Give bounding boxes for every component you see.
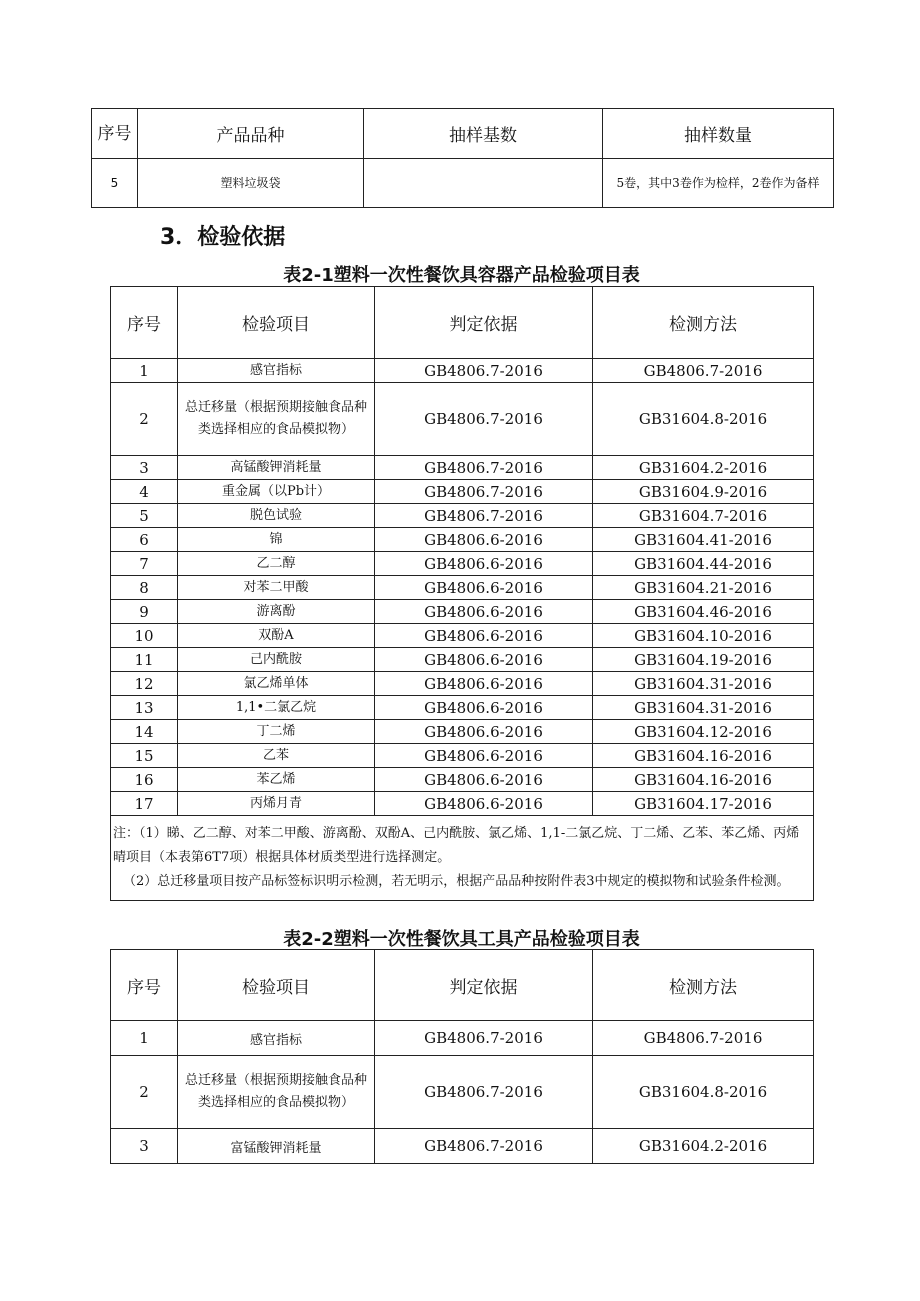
cell-basis: GB4806.6-2016: [375, 672, 593, 696]
note-2: （2）总迁移量项目按产品标签标识明示检测，若无明示，根据产品品种按附件表3中规定的模拟物和试验条件检测。: [123, 874, 790, 889]
cell-seq: 2: [111, 383, 178, 456]
cell-seq: 8: [111, 576, 178, 600]
header-item: 检验项目: [178, 950, 375, 1021]
table-row: [111, 576, 814, 600]
table-row: [111, 648, 814, 672]
cell-method: GB31604.21-2016: [593, 576, 814, 600]
table-note: [111, 816, 814, 901]
cell-method: GB31604.19-2016: [593, 648, 814, 672]
cell-seq: 12: [111, 672, 178, 696]
cell-method: GB31604.9-2016: [593, 480, 814, 504]
cell-item: 重金属（以Pb计）: [178, 480, 375, 504]
cell-basis: GB4806.6-2016: [375, 528, 593, 552]
table-row: [111, 696, 814, 720]
table2-body: [111, 1021, 814, 1164]
cell-item: 感官指标: [178, 1021, 375, 1056]
cell-seq: 4: [111, 480, 178, 504]
row-product: 塑料垃圾袋: [138, 159, 364, 208]
header-basis: 判定依据: [375, 950, 593, 1021]
table-row: [111, 720, 814, 744]
sampling-table: [91, 108, 834, 208]
row-base: [364, 159, 603, 208]
cell-basis: GB4806.7-2016: [375, 359, 593, 383]
cell-basis: GB4806.6-2016: [375, 552, 593, 576]
table-row: [111, 456, 814, 480]
cell-item: 对苯二甲酸: [178, 576, 375, 600]
table1-caption: 表2-1塑料一次性餐饮具容器产品检验项目表: [283, 265, 640, 286]
table-row: [92, 159, 834, 208]
cell-seq: 1: [111, 1021, 178, 1056]
cell-item: 总迁移量（根据预期接触食品种类选择相应的食品模拟物）: [178, 1056, 375, 1129]
cell-basis: GB4806.6-2016: [375, 768, 593, 792]
cell-seq: 3: [111, 456, 178, 480]
cell-seq: 11: [111, 648, 178, 672]
table-row: [111, 600, 814, 624]
table-row: [111, 792, 814, 816]
cell-basis: GB4806.7-2016: [375, 456, 593, 480]
cell-method: GB31604.2-2016: [593, 1129, 814, 1164]
cell-item: 锦: [178, 528, 375, 552]
container-test-table: [110, 286, 814, 901]
header-seq: 序号: [111, 950, 178, 1021]
cell-method: GB31604.31-2016: [593, 696, 814, 720]
table-row: [111, 383, 814, 456]
cell-method: GB31604.7-2016: [593, 504, 814, 528]
cell-basis: GB4806.7-2016: [375, 1129, 593, 1164]
cell-method: GB4806.7-2016: [593, 1021, 814, 1056]
cell-item: 己内酰胺: [178, 648, 375, 672]
cell-item: 丙烯月青: [178, 792, 375, 816]
cell-item: 总迁移量（根据预期接触食品种类选择相应的食品模拟物）: [178, 383, 375, 456]
cell-item: 感官指标: [178, 359, 375, 383]
header-quantity: 抽样数量: [603, 109, 834, 159]
cell-method: GB31604.16-2016: [593, 768, 814, 792]
cell-basis: GB4806.6-2016: [375, 624, 593, 648]
table-row: [111, 359, 814, 383]
header-method: 检测方法: [593, 950, 814, 1021]
table-row: [111, 1056, 814, 1129]
cell-method: GB31604.12-2016: [593, 720, 814, 744]
cell-basis: GB4806.7-2016: [375, 1056, 593, 1129]
table-header-row: [111, 950, 814, 1021]
cell-seq: 15: [111, 744, 178, 768]
cell-basis: GB4806.7-2016: [375, 480, 593, 504]
row-quantity: 5卷，其中3卷作为检样，2卷作为备样: [603, 159, 834, 208]
cell-basis: GB4806.6-2016: [375, 720, 593, 744]
table-row: [111, 624, 814, 648]
cell-basis: GB4806.6-2016: [375, 696, 593, 720]
table-row: [111, 1129, 814, 1164]
header-item: 检验项目: [178, 287, 375, 359]
cell-method: GB31604.16-2016: [593, 744, 814, 768]
table-row: [111, 552, 814, 576]
cell-item: 丁二烯: [178, 720, 375, 744]
table-row: [111, 744, 814, 768]
cell-seq: 9: [111, 600, 178, 624]
cell-seq: 17: [111, 792, 178, 816]
table-row: [111, 672, 814, 696]
cell-seq: 5: [111, 504, 178, 528]
cell-basis: GB4806.7-2016: [375, 504, 593, 528]
table2-caption: 表2-2塑料一次性餐饮具工具产品检验项目表: [283, 929, 640, 950]
table-row: [111, 528, 814, 552]
cell-basis: GB4806.6-2016: [375, 600, 593, 624]
row-seq: 5: [92, 159, 138, 208]
table-header-row: [111, 287, 814, 359]
cell-seq: 1: [111, 359, 178, 383]
cell-basis: GB4806.6-2016: [375, 576, 593, 600]
cell-item: 脱色试验: [178, 504, 375, 528]
cell-seq: 10: [111, 624, 178, 648]
table-row: [111, 768, 814, 792]
table-header-row: [92, 109, 834, 159]
header-seq: 序号: [111, 287, 178, 359]
cell-item: 富锰酸钾消耗量: [178, 1129, 375, 1164]
cell-method: GB31604.2-2016: [593, 456, 814, 480]
cell-seq: 2: [111, 1056, 178, 1129]
cell-item: 双酚A: [178, 624, 375, 648]
cell-method: GB31604.46-2016: [593, 600, 814, 624]
header-basis: 判定依据: [375, 287, 593, 359]
table1-body: [111, 359, 814, 816]
header-product: 产品品种: [138, 109, 364, 159]
cell-seq: 13: [111, 696, 178, 720]
cell-seq: 14: [111, 720, 178, 744]
cell-basis: GB4806.6-2016: [375, 792, 593, 816]
cell-method: GB31604.44-2016: [593, 552, 814, 576]
cell-item: 高锰酸钾消耗量: [178, 456, 375, 480]
cell-method: GB31604.17-2016: [593, 792, 814, 816]
table-row: [111, 480, 814, 504]
cell-seq: 7: [111, 552, 178, 576]
cell-basis: GB4806.7-2016: [375, 1021, 593, 1056]
header-method: 检测方法: [593, 287, 814, 359]
cell-item: 乙苯: [178, 744, 375, 768]
cell-basis: GB4806.7-2016: [375, 383, 593, 456]
cell-seq: 6: [111, 528, 178, 552]
cell-basis: GB4806.6-2016: [375, 648, 593, 672]
cell-seq: 3: [111, 1129, 178, 1164]
cell-item: 1,1•二氯乙烷: [178, 696, 375, 720]
cell-method: GB31604.31-2016: [593, 672, 814, 696]
cell-item: 苯乙烯: [178, 768, 375, 792]
cell-method: GB31604.8-2016: [593, 383, 814, 456]
cell-method: GB31604.10-2016: [593, 624, 814, 648]
table-row: [111, 1021, 814, 1056]
utensil-test-table: [110, 949, 814, 1164]
cell-item: 乙二醇: [178, 552, 375, 576]
cell-method: GB31604.8-2016: [593, 1056, 814, 1129]
section-heading: 3．检验依据: [160, 225, 286, 250]
cell-item: 游离酚: [178, 600, 375, 624]
header-seq: 序号: [92, 109, 138, 159]
table-row: [111, 504, 814, 528]
cell-method: GB4806.7-2016: [593, 359, 814, 383]
note-row: [111, 816, 814, 901]
cell-seq: 16: [111, 768, 178, 792]
cell-basis: GB4806.6-2016: [375, 744, 593, 768]
cell-item: 氯乙烯单体: [178, 672, 375, 696]
cell-method: GB31604.41-2016: [593, 528, 814, 552]
header-base: 抽样基数: [364, 109, 603, 159]
note-1: 注：（1）睇、乙二醇、对苯二甲酸、游离酚、双酚A、己内酰胺、氯乙烯、1,1-二氯乙烷、丁二烯、乙苯、苯乙烯、丙烯晴项目（本表第6T7项）根据具体材质类型进行选择测定。: [113, 826, 800, 865]
